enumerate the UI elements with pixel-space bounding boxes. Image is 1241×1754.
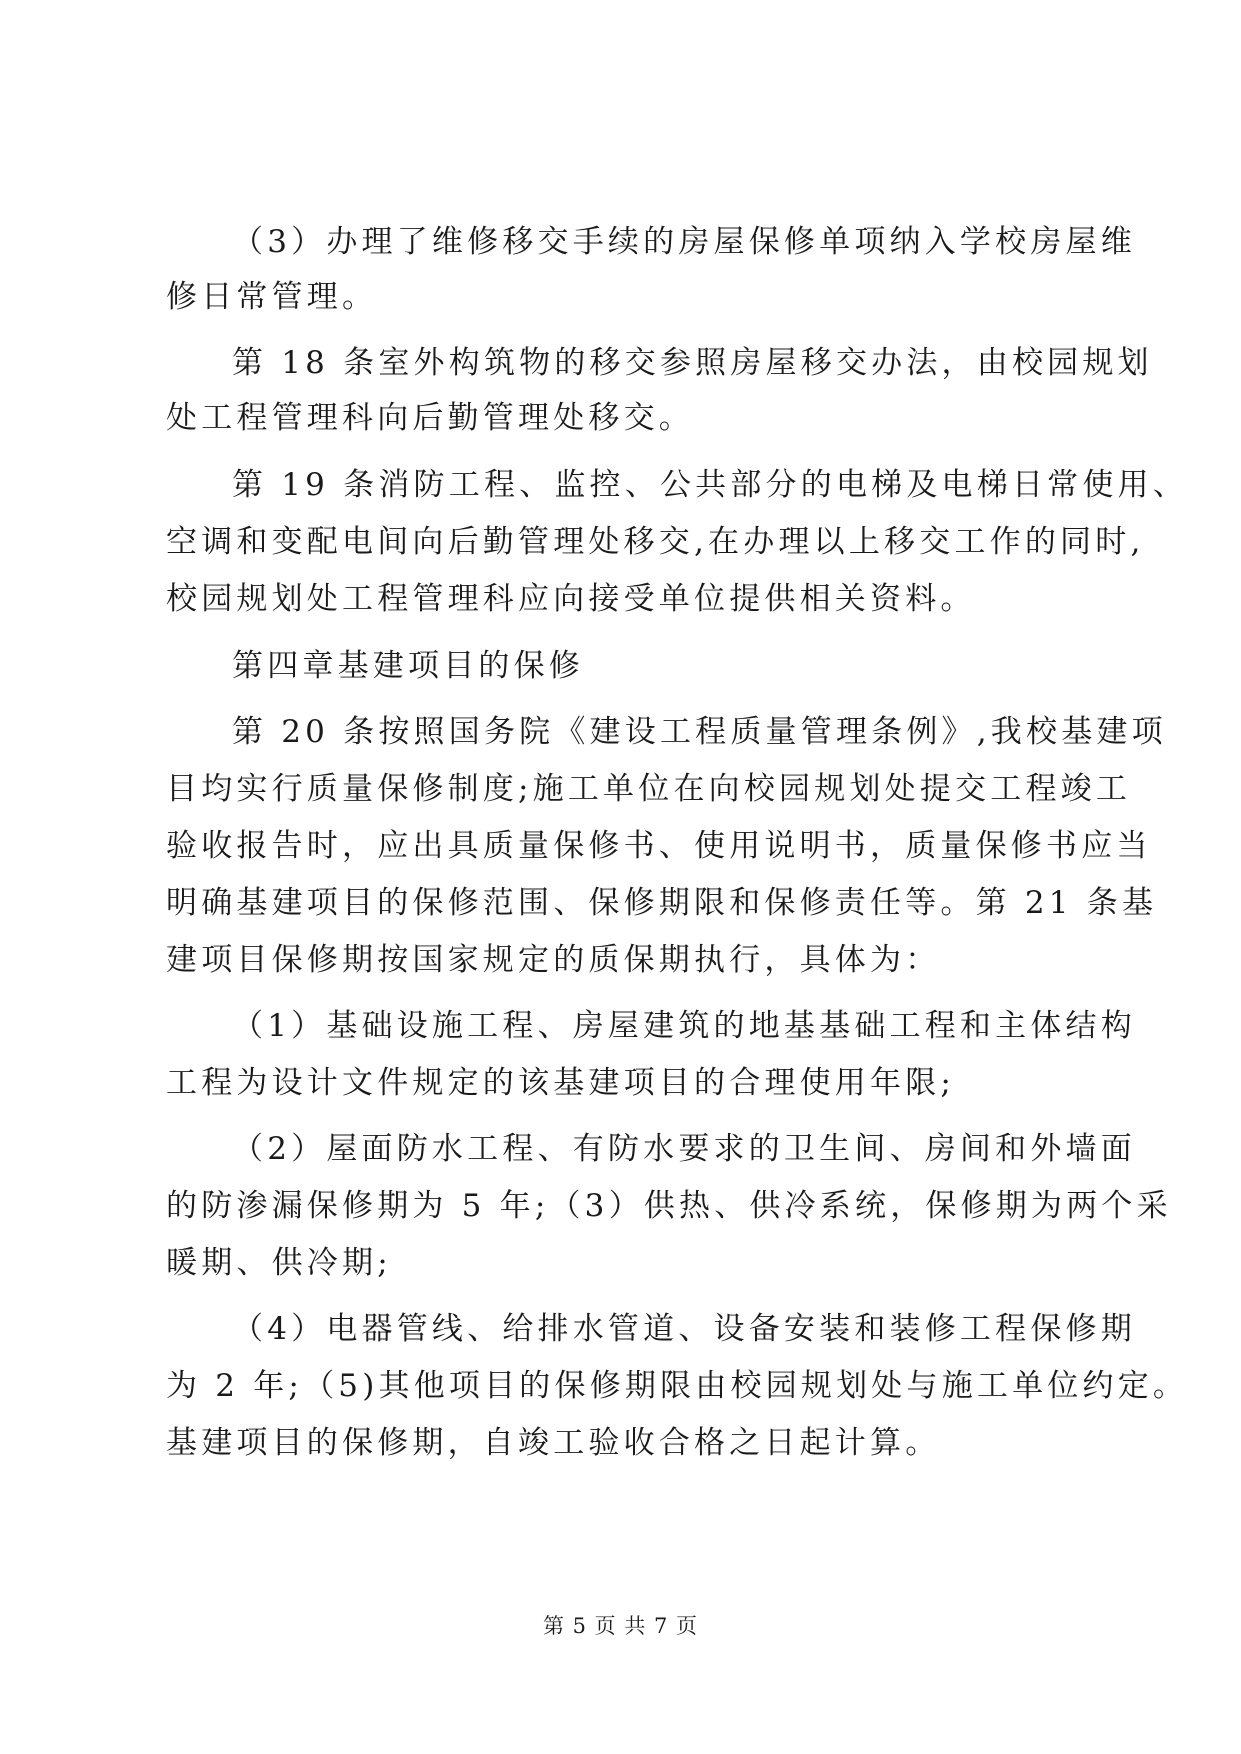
paragraph-6-line-2: 工程为设计文件规定的该基建项目的合理使用年限;	[166, 1065, 956, 1101]
chapter-heading: 第四章基建项目的保修	[232, 648, 584, 684]
paragraph-5-line-2: 目均实行质量保修制度;施工单位在向校园规划处提交工程竣工	[166, 771, 1132, 807]
paragraph-8-line-2: 为 2 年;（5)其他项目的保修期限由校园规划处与施工单位约定。	[166, 1368, 1189, 1404]
paragraph-1-line-1: （3）办理了维修移交手续的房屋保修单项纳入学校房屋维	[232, 224, 1136, 260]
paragraph-5-line-4: 明确基建项目的保修范围、保修期限和保修责任等。第 21 条基	[166, 885, 1158, 921]
paragraph-3-line-3: 校园规划处工程管理科应向接受单位提供相关资料。	[166, 581, 976, 617]
paragraph-1-line-2: 修日常管理。	[166, 279, 378, 315]
page-number-footer: 第 5 页 共 7 页	[542, 1614, 699, 1638]
paragraph-7-line-1: （2）屋面防水工程、有防水要求的卫生间、房间和外墙面	[232, 1131, 1136, 1167]
paragraph-7-line-2: 的防渗漏保修期为 5 年;（3）供热、供冷系统，保修期为两个采	[166, 1188, 1172, 1224]
paragraph-8-line-1: （4）电器管线、给排水管道、设备安装和装修工程保修期	[232, 1311, 1136, 1347]
paragraph-3-line-1: 第 19 条消防工程、监控、公共部分的电梯及电梯日常使用、	[232, 467, 1188, 503]
paragraph-6-line-1: （1）基础设施工程、房屋建筑的地基基础工程和主体结构	[232, 1008, 1136, 1044]
paragraph-2-line-1: 第 18 条室外构筑物的移交参照房屋移交办法，由校园规划	[232, 345, 1153, 381]
paragraph-8-line-3: 基建项目的保修期，自竣工验收合格之日起计算。	[166, 1425, 941, 1461]
paragraph-5-line-1: 第 20 条按照国务院《建设工程质量管理条例》,我校基建项	[232, 714, 1167, 750]
paragraph-2-line-2: 处工程管理科向后勤管理处移交。	[166, 400, 694, 436]
paragraph-3-line-2: 空调和变配电间向后勤管理处移交,在办理以上移交工作的同时,	[166, 524, 1145, 560]
paragraph-5-line-5: 建项目保修期按国家规定的质保期执行，具体为：	[166, 942, 941, 978]
paragraph-5-line-3: 验收报告时，应出具质量保修书、使用说明书，质量保修书应当	[166, 828, 1152, 864]
paragraph-7-line-3: 暖期、供冷期;	[166, 1245, 392, 1281]
